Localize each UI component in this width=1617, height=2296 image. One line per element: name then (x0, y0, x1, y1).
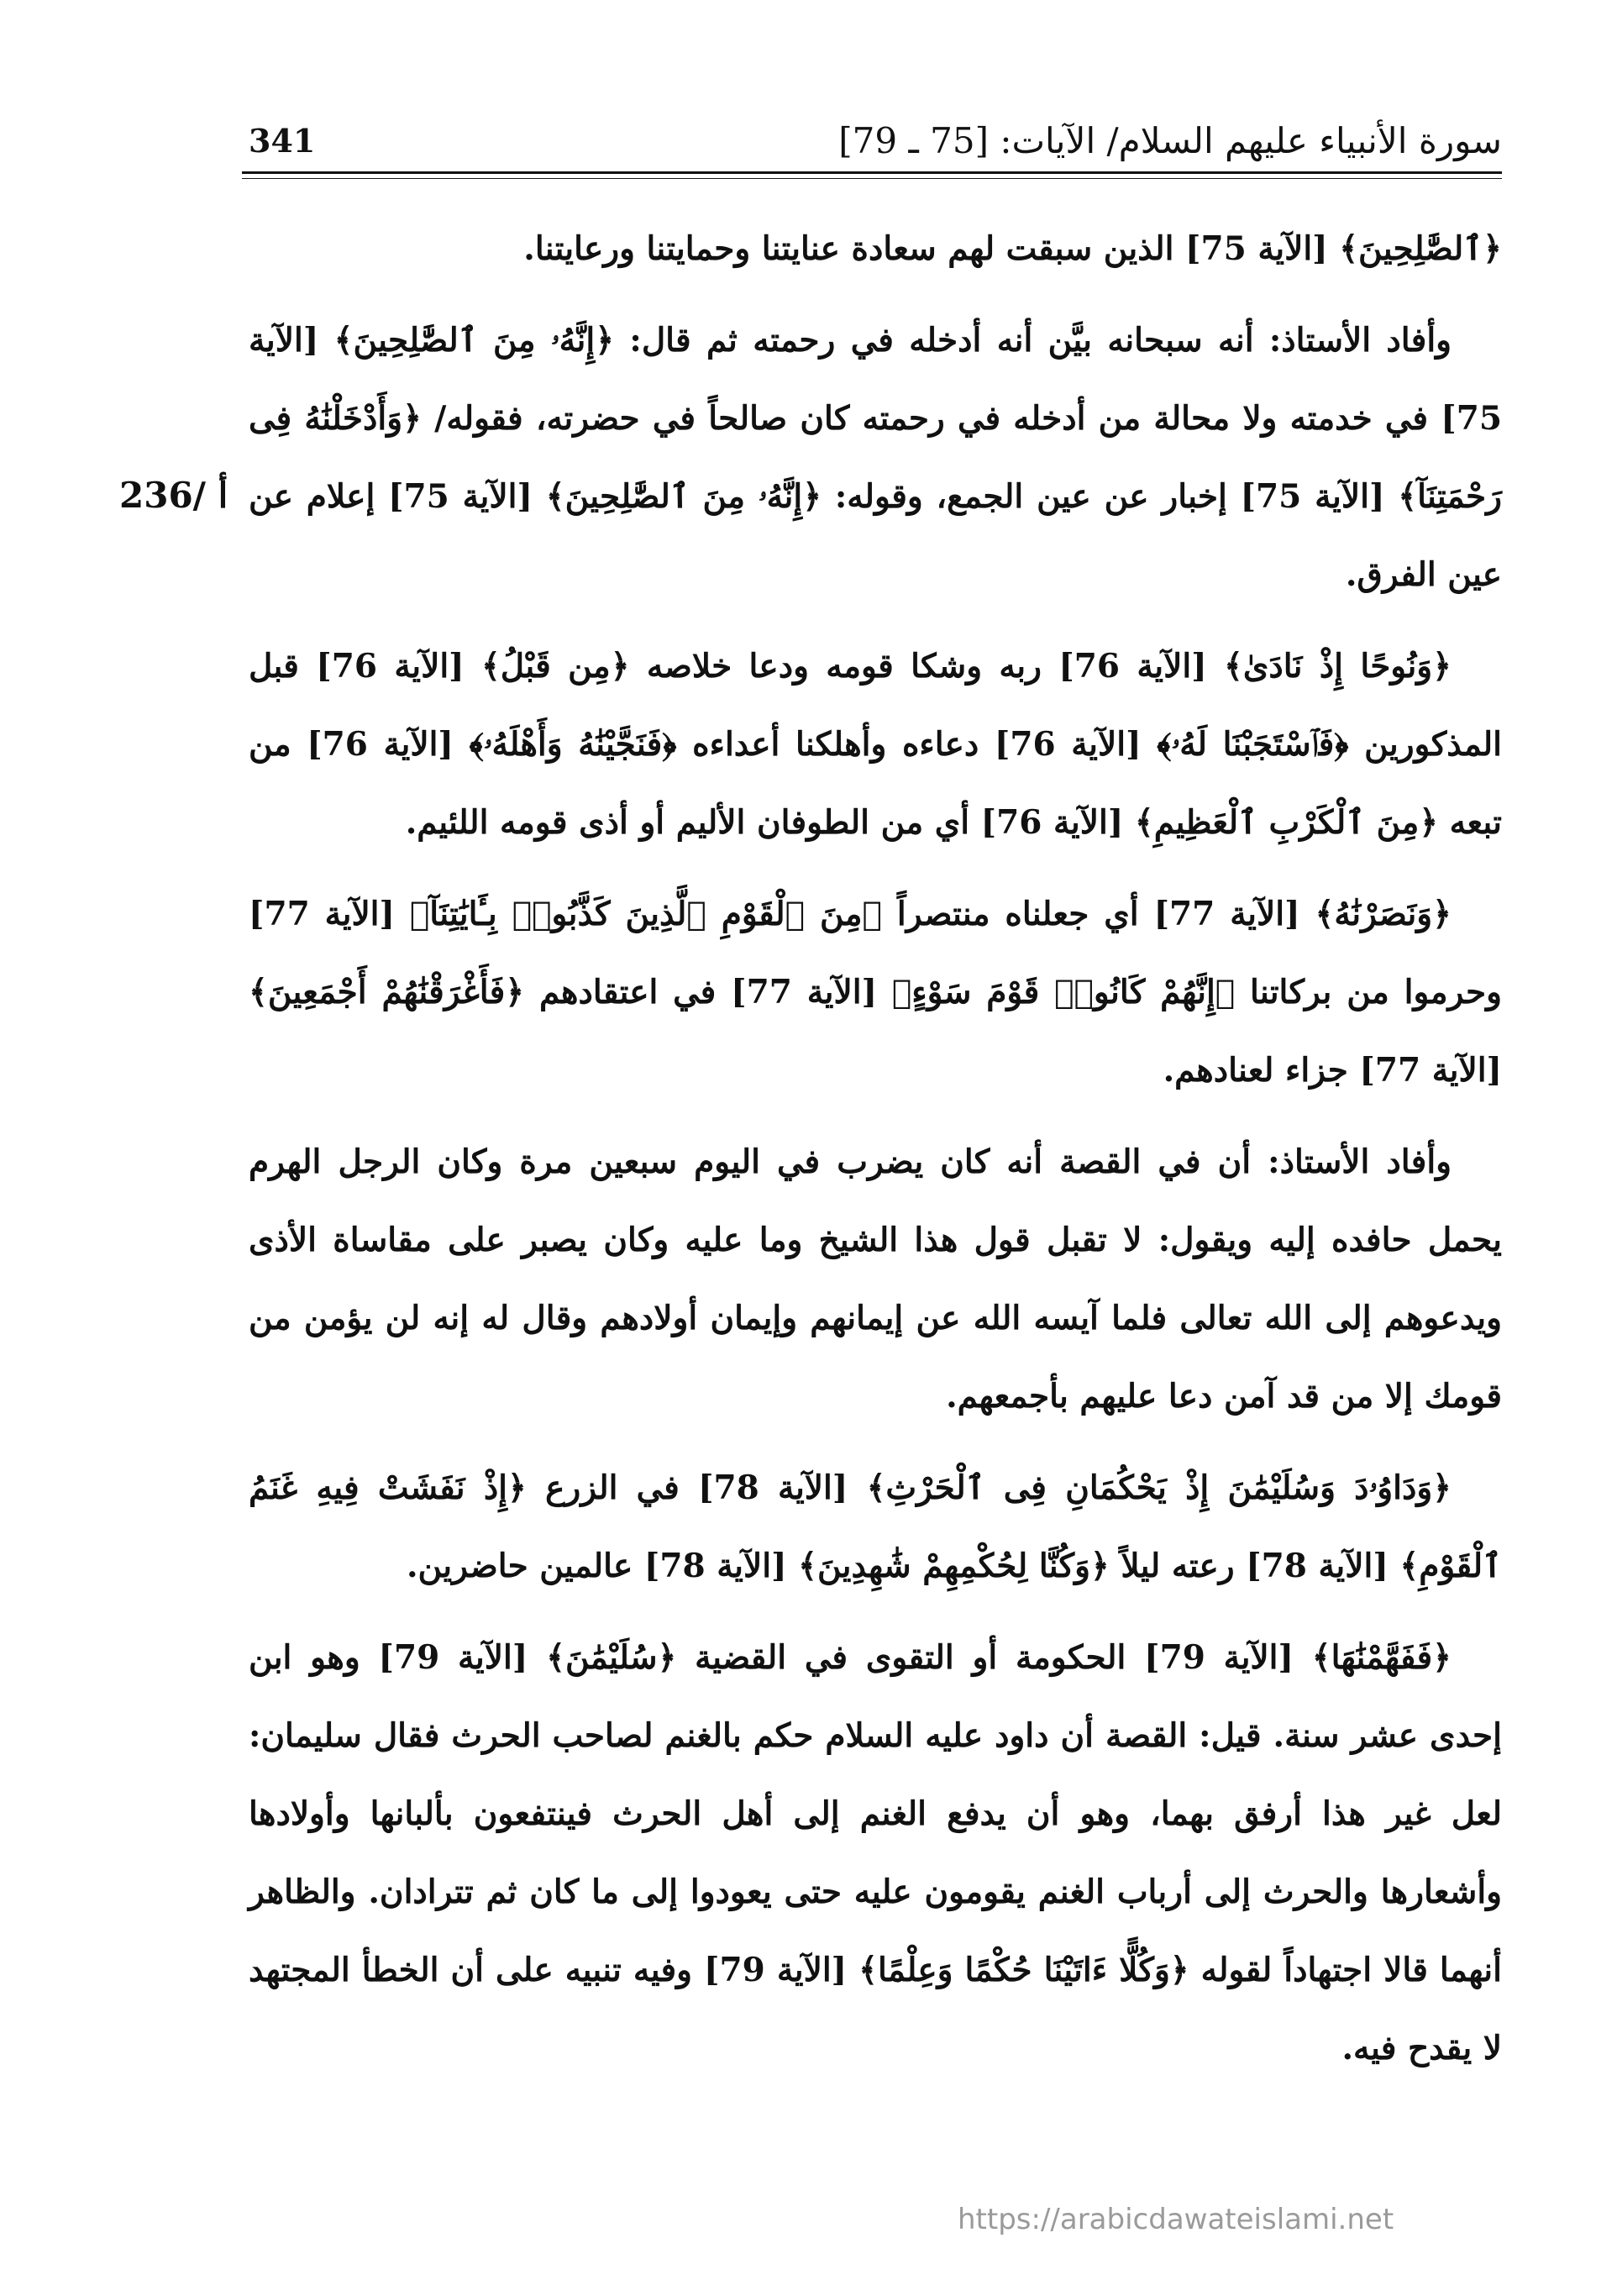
running-header (249, 118, 1502, 165)
page-number: 341 (249, 122, 316, 160)
header-rule-thick (242, 171, 1502, 174)
paragraph: وأفاد الأستاذ: أنه سبحانه بيَّن أنه أدخله في رحمته ثم قال: ﴿إِنَّهُۥ مِنَ ٱلصَّٰلِحِينَ﴾ [الآية 75] في خدمته ولا محالة من أدخله في رحمته كان صالحاً في حضرته، فقوله/ ﴿وَأَدْخَلْنَٰهُ فِى رَحْمَتِنَآ﴾ [الآية 75] إخبار عن عين الجمع، وقوله: ﴿إِنَّهُۥ مِنَ ٱلصَّٰلِحِينَ﴾ [الآية 75] إعلام عن عين الفرق. (249, 321, 1502, 594)
manuscript-folio-note: 236/ أ (119, 475, 228, 516)
paragraph: ﴿وَدَاوُۥدَ وَسُلَيْمَٰنَ إِذْ يَحْكُمَانِ فِى ٱلْحَرْثِ﴾ [الآية 78] في الزرع ﴿إِذْ نَفَشَتْ فِيهِ غَنَمُ ٱلْقَوْمِ﴾ [الآية 78] رعته ليلاً ﴿وَكُنَّا لِحُكْمِهِمْ شَٰهِدِينَ﴾ [الآية 78] عالمين حاضرين. (249, 1468, 1502, 1585)
header-title: سورة الأنبياء عليهم السلام/ الآيات: [75 ـ 79] (838, 120, 1502, 161)
paragraph: ﴿فَفَهَّمْنَٰهَا﴾ [الآية 79] الحكومة أو التقوى في القضية ﴿سُلَيْمَٰنَ﴾ [الآية 79] وهو ابن إحدى عشر سنة. قيل: القصة أن داود عليه السلام حكم بالغنم لصاحب الحرث فقال سليمان: لعل غير هذا أرفق بهما، وهو أن يدفع الغنم إلى أهل الحرث فينتفعون بألبانها وأولادها وأشعارها والحرث إلى أرباب الغنم يقومون عليه حتى يعودوا إلى ما كان ثم تترادان. والظاهر أنهما قالا اجتهاداً لقوله ﴿وَكُلًّا ءَاتَيْنَا حُكْمًا وَعِلْمًا﴾ [الآية 79] وفيه تنبيه على أن الخطأ المجتهد لا يقدح فيه. (249, 1638, 1502, 2067)
page-body (249, 210, 1502, 2101)
paragraph: ﴿وَنُوحًا إِذْ نَادَىٰ﴾ [الآية 76] ربه وشكا قومه ودعا خلاصه ﴿مِن قَبْلُ﴾ [الآية 76] قبل المذكورين ﴿فَٱسْتَجَبْنَا لَهُۥ﴾ [الآية 76] دعاءه وأهلكنا أعداءه ﴿فَنَجَّيْنَٰهُ وَأَهْلَهُۥ﴾ [الآية 76] من تبعه ﴿مِنَ ٱلْكَرْبِ ٱلْعَظِيمِ﴾ [الآية 76] أي من الطوفان الأليم أو أذى قومه اللئيم. (249, 647, 1502, 842)
paragraph: وأفاد الأستاذ: أن في القصة أنه كان يضرب في اليوم سبعين مرة وكان الرجل الهرم يحمل حافده إليه ويقول: لا تقبل قول هذا الشيخ وما عليه وكان يصبر على مقاساة الأذى ويدعوهم إلى الله تعالى فلما آيسه الله عن إيمانهم وإيمان أولادهم وقال له إنه لن يؤمن من قومك إلا من قد آمن دعا عليهم بأجمعهم. (249, 1143, 1502, 1416)
paragraph: ﴿وَنَصَرْنَٰهُ﴾ [الآية 77] أي جعلناه منتصراً ﴿مِنَ ٱلْقَوْمِ ٱلَّذِينَ كَذَّبُوا۟ بِـَٔايَٰتِنَآ﴾ [الآية 77] وحرموا من بركاتنا ﴿إِنَّهُمْ كَانُوا۟ قَوْمَ سَوْءٍ﴾ [الآية 77] في اعتقادهم ﴿فَأَغْرَقْنَٰهُمْ أَجْمَعِينَ﴾ [الآية 77] جزاء لعنادهم. (249, 895, 1502, 1090)
watermark-url: https://arabicdawateislami.net (958, 2203, 1394, 2236)
paragraph: ﴿ٱلصَّٰلِحِينَ﴾ [الآية 75] الذين سبقت لهم سعادة عنايتنا وحمايتنا ورعايتنا. (523, 229, 1502, 268)
header-rule-thin (242, 178, 1502, 179)
